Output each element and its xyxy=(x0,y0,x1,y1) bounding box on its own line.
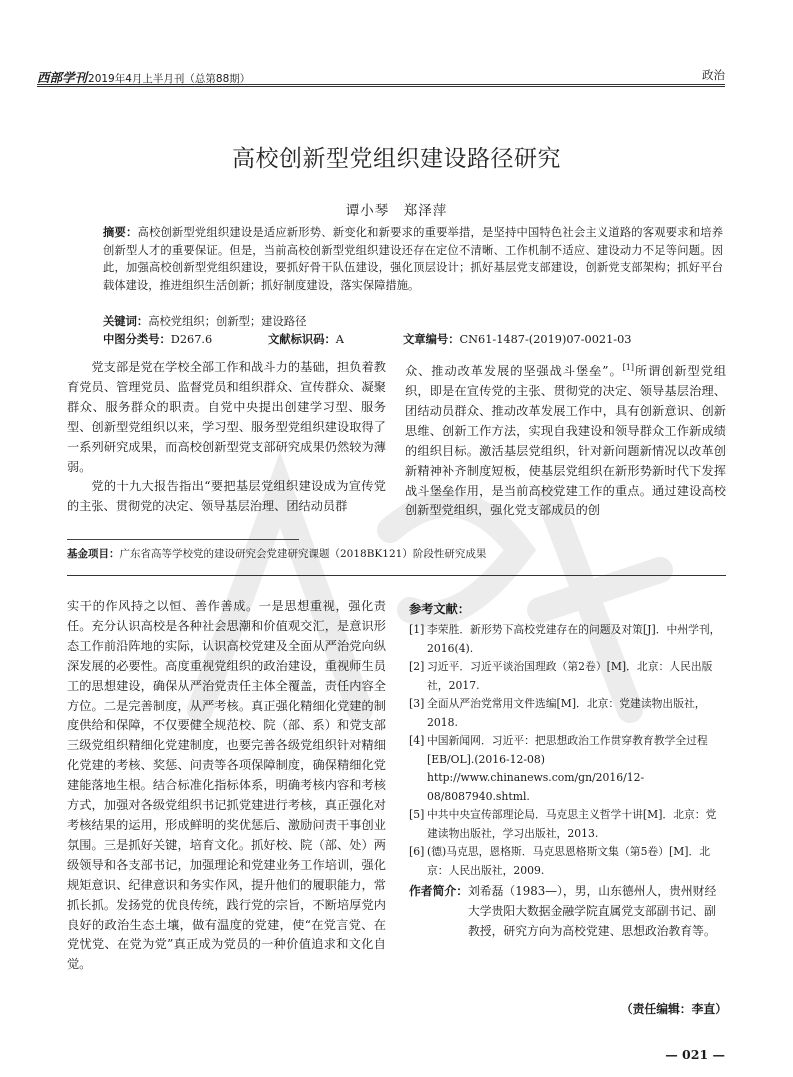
responsible-editor: （责任编辑：李直） xyxy=(620,1002,727,1016)
clc-number xyxy=(103,331,212,347)
doc-code xyxy=(268,331,344,347)
reference-number: [5] xyxy=(409,808,425,821)
references-list xyxy=(409,621,727,880)
reference-text: 中共中央宣传部理论局．马克思主义哲学十讲[M]．北京：党建读物出版社，学习出版社，2013. xyxy=(427,808,717,840)
reference-text: (德)马克思，恩格斯．马克思恩格斯文集（第5卷）[M]．北京：人民出版社，2009. xyxy=(427,845,711,877)
reference-text: 李荣胜．新形势下高校党建存在的问题及对策[J]．中州学刊，2016(4). xyxy=(427,623,721,655)
reference-number: [4] xyxy=(409,734,425,747)
text-run: 众、推动改革发展的坚强战斗堡垒”。 xyxy=(405,364,623,379)
reference-item xyxy=(409,621,727,658)
reference-number: [2] xyxy=(409,660,425,673)
article-title: 高校创新型党组织建设路径研究 xyxy=(232,146,561,172)
fund-note xyxy=(67,546,486,561)
body-right-column xyxy=(405,358,726,521)
abstract-text: 高校创新型党组织建设是适应新形势、新变化和新要求的重要举措，是坚持中国特色社会主义道路的客观要求和培养创新型人才的重要保证。但是，当前高校创新型党组织建设还存在定位不清晰、工作机制不适应、建设动力不足等问题。因此，加强高校创新型党组织建设，要抓好骨干队伍建设，强化顶层设计；抓好基层党支部建设，创新党支部架构；抓好平台载体建设，推进组织生活创新；抓好制度建设，落实保障措施。 xyxy=(103,226,723,292)
doc-code-value: A xyxy=(335,333,344,346)
issue-info: 2019年4月上半月刊（总第88期） xyxy=(88,73,251,85)
text-run: 所谓创新型党组织，即是在宣传党的主张、贯彻党的决定、领导基层治理、团结动员群众、推动改革发展工作中，具有创新意识、创新思维、创新工作方法，实现自我建设和领导群众工作新成绩的组织目标。激活基层党组织，针对新问题新情况以改革创新精神补齐制度短板，使基层党组织在新形势新时代下发挥战斗堡垒作用，是当前高校党建工作的重点。通过建设高校创新型党组织，强化党支部成员的创 xyxy=(405,364,727,518)
paragraph: 实干的作风持之以恒、善作善成。一是思想重视，强化责任。充分认识高校是各种社会思潮和价值观交汇，是意识形态工作前沿阵地的实际，认识高校党建及全面从严治党向纵深发展的必要性。高度重视党组织的政治建设，重视师生员工的思想建设，确保从严治党责任主体全覆盖，责任内容全方位。二是完善制度，从严考核。真正强化精细化党建的制度供给和保障，不仅要健全规范校、院（部、系）和党支部三级党组织精细化党建制度，也要完善各级党组织针对精细化党建的考核、奖惩、问责等各项保障制度，确保精细化党建能落地生根。结合标准化指标体系，明确考核内容和考核方式，加强对各级党组织书记抓党建进行考核，真正强化对考核结果的运用，形成鲜明的奖优惩后、激励问责干事创业氛围。三是抓好关键，培育文化。抓好校、院（部、处）两级领导和各支部书记，加强理论和党建业务工作培训，强化规矩意识、纪律意识和务实作风，提升他们的履职能力，常抓长抓。发扬党的优良传统，践行党的宗旨，不断培厚党内良好的政治生态土壤，做有温度的党建，使“在党言党、在党忧党、在党为党”真正成为党员的一种价值追求和文化自觉。 xyxy=(67,599,386,972)
fund-text: 广东省高等学校党的建设研究会党建研究课题（2018BK121）阶段性研究成果 xyxy=(119,548,487,560)
keywords xyxy=(103,313,306,329)
body-left-column xyxy=(67,358,386,517)
references-title: 参考文献： xyxy=(409,602,470,616)
keywords-label: 关键词： xyxy=(103,315,149,328)
page-break-rule xyxy=(67,575,726,576)
citation-marker: [1] xyxy=(622,363,634,372)
abstract xyxy=(103,224,723,294)
reference-item xyxy=(409,732,727,806)
article-no-label: 文章编号： xyxy=(403,333,460,346)
body-lower-left-column xyxy=(67,597,386,975)
reference-number: [6] xyxy=(409,845,425,858)
header-rule xyxy=(37,84,725,85)
article-number xyxy=(403,331,632,347)
reference-item xyxy=(409,695,727,732)
reference-item xyxy=(409,843,727,880)
reference-item xyxy=(409,658,727,695)
article-no-value: CN61-1487-(2019)07-0021-03 xyxy=(459,333,632,346)
bio-label: 作者简介： xyxy=(409,884,468,898)
clc-value: D267.6 xyxy=(170,333,213,346)
section-label: 政治 xyxy=(702,68,725,82)
paragraph: 党支部是党在学校全部工作和战斗力的基础，担负着教育党员、管理党员、监督党员和组织群众、宣传群众、凝聚群众、服务群众的职责。自党中央提出创建学习型、服务型、创新型党组织以来，学习型、服务型党组织建设取得了一系列研究成果，而高校创新型党支部研究成果仍然较为薄弱。 xyxy=(67,360,386,474)
journal-name: 西部学刊 xyxy=(37,70,88,85)
author-bio xyxy=(409,882,727,942)
keywords-text: 高校党组织；创新型；建设路径 xyxy=(148,315,307,328)
reference-number: [3] xyxy=(409,697,425,710)
footnote-rule xyxy=(67,539,299,540)
bio-text: 刘希磊（1983—），男，山东德州人，贵州财经大学贵阳大数据金融学院直属党支部副书记、副教授，研究方向为高校党建、思想政治教育等。 xyxy=(468,884,717,938)
header-rule-double xyxy=(37,86,725,87)
article-authors: 谭小琴 郑泽萍 xyxy=(345,203,448,219)
clc-label: 中图分类号： xyxy=(103,333,171,346)
reference-text: 全面从严治党常用文件选编[M]．北京：党建读物出版社，2018. xyxy=(427,697,706,729)
reference-number: [1] xyxy=(409,623,425,636)
reference-text: 习近平．习近平谈治国理政（第2卷）[M]．北京：人民出版社，2017. xyxy=(427,660,713,692)
abstract-label: 摘要： xyxy=(103,226,138,239)
paragraph: 党的十九大报告指出“要把基层党组织建设成为宣传党的主张、贯彻党的决定、领导基层治理、团结动员群 xyxy=(67,479,386,514)
paragraph xyxy=(405,358,726,521)
reference-text: 中国新闻网．习近平：把思想政治工作贯穿教育教学全过程[EB/OL].(2016-12-08) http://www.chinanews.com/gn/2016/12-08/8087940.shtml. xyxy=(427,734,708,803)
reference-item xyxy=(409,806,727,843)
fund-label: 基金项目： xyxy=(67,548,120,560)
doc-code-label: 文献标识码： xyxy=(268,333,336,346)
page-number: — 021 — xyxy=(665,1047,725,1062)
